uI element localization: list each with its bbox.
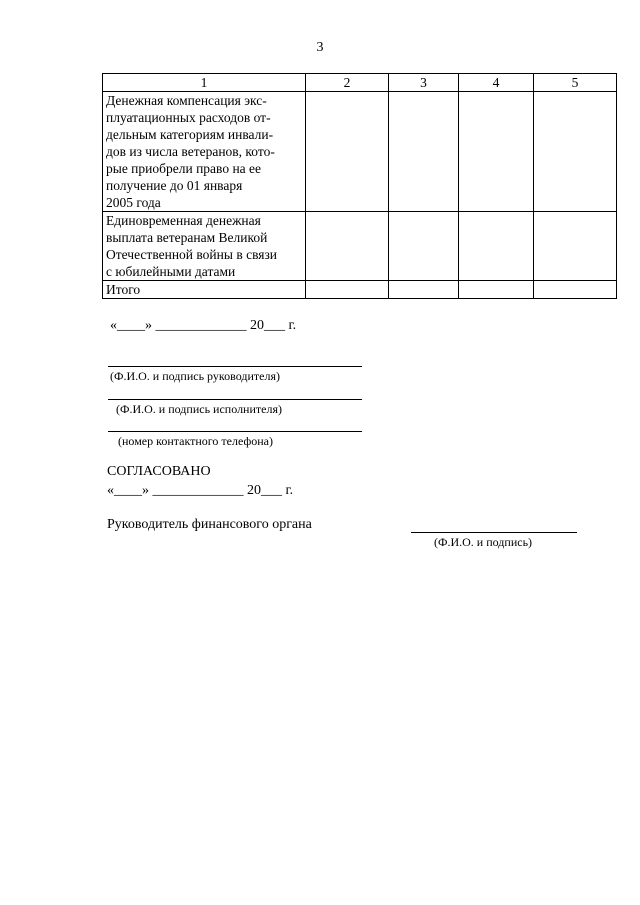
table-cell <box>459 281 534 299</box>
table-cell <box>534 281 617 299</box>
table-row <box>103 92 617 212</box>
table-cell <box>534 92 617 212</box>
table-cell <box>389 212 459 281</box>
table-row-total <box>103 281 617 299</box>
row-label-compensation: Денежная компенсация экс- плуатационных расходов от- дельным категориям инвали- дов из числа ветеранов, кото- рые приобрели право на ее получение до 01 января 2005 года <box>103 92 306 212</box>
column-header-4: 4 <box>459 74 534 92</box>
page-number: 3 <box>316 40 324 55</box>
signature-date-line: «____» _____________ 20___ г. <box>110 318 297 333</box>
finance-head-signature-line <box>411 532 577 533</box>
phone-caption: (номер контактного телефона) <box>118 434 273 448</box>
table-cell <box>534 212 617 281</box>
executor-signature-line <box>108 399 362 400</box>
table-cell <box>459 212 534 281</box>
column-header-5: 5 <box>534 74 617 92</box>
column-header-2: 2 <box>306 74 389 92</box>
table-cell <box>389 92 459 212</box>
report-table <box>102 73 617 299</box>
table-header-row <box>103 74 617 92</box>
table-cell <box>389 281 459 299</box>
head-signature-caption: (Ф.И.О. и подпись руководителя) <box>110 369 280 383</box>
executor-signature-caption: (Ф.И.О. и подпись исполнителя) <box>116 402 282 416</box>
table-cell <box>459 92 534 212</box>
column-header-1: 1 <box>103 74 306 92</box>
table-cell <box>306 281 389 299</box>
head-signature-line <box>108 366 362 367</box>
row-label-one-time-payment: Единовременная денежная выплата ветеранам Великой Отечественной войны в связи с юбилейными датами <box>103 212 306 281</box>
finance-head-signature-caption: (Ф.И.О. и подпись) <box>434 535 533 549</box>
approval-date-line: «____» _____________ 20___ г. <box>107 483 294 498</box>
table-cell <box>306 212 389 281</box>
column-header-3: 3 <box>389 74 459 92</box>
table-row <box>103 212 617 281</box>
table-cell <box>306 92 389 212</box>
row-label-total: Итого <box>103 281 306 299</box>
finance-head-position: Руководитель финансового органа <box>107 517 312 532</box>
approval-title: СОГЛАСОВАНО <box>107 464 211 479</box>
phone-line <box>108 431 362 432</box>
